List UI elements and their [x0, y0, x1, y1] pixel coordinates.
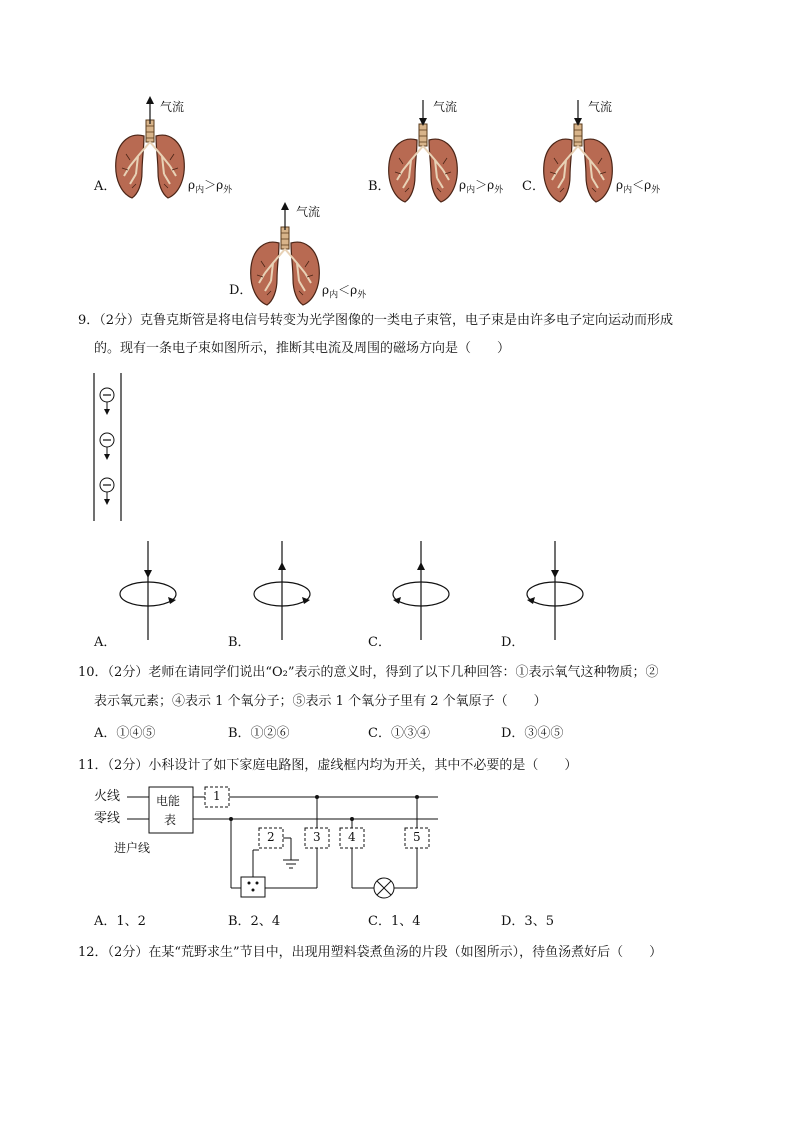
lamp-icon: [374, 878, 394, 898]
q9-option-b[interactable]: B．: [228, 635, 251, 650]
airflow-label-d: 气流: [296, 205, 321, 219]
q9-stem-line2: 的。现有一条电子束如图所示，推断其电流及周围的磁场方向是（ ）: [94, 341, 511, 356]
q8-rho-b: $\rho_内>\rho_外$: [459, 178, 504, 196]
q8-option-c[interactable]: C．: [522, 179, 545, 194]
q10-option-a[interactable]: A．①④⑤: [94, 726, 156, 741]
q11-stem-line1: 11．（2分）小科设计了如下家庭电路图，虚线框内均为开关，其中不必要的是（ ）: [78, 758, 578, 773]
q8-rho-c: $\rho_内<\rho_外$: [616, 178, 661, 196]
q8-rho-a: $\rho_内>\rho_外$: [188, 178, 233, 196]
q10-option-d[interactable]: D．③④⑤: [501, 726, 564, 741]
airflow-label-b: 气流: [433, 100, 458, 114]
q8-option-d[interactable]: D．: [229, 283, 253, 298]
q9-option-c[interactable]: C．: [368, 635, 391, 650]
q10-stem-line1: 10．（2分）老师在请同学们说出“O₂”表示的意义时，得到了以下几种回答：①表示氧气这种物质；②: [78, 665, 659, 680]
switch-4-label: 4: [348, 830, 356, 844]
live-wire-label: 火线: [94, 789, 121, 804]
incoming-line-label: 进户线: [114, 841, 151, 855]
q8-rho-d: $\rho_内<\rho_外$: [322, 283, 367, 301]
q9-stem-line1: 9．（2分）克鲁克斯管是将电信号转变为光学图像的一类电子束管，电子束是由许多电子定向运动而形成: [78, 313, 674, 328]
switch-2-label: 2: [267, 830, 275, 844]
switch-3-label: 3: [313, 830, 321, 844]
q10-stem-line2: 表示氧元素；④表示 1 个氧分子；⑤表示 1 个氧分子里有 2 个氧原子（ ）: [94, 694, 547, 709]
q11-option-d[interactable]: D．3、5: [501, 914, 554, 929]
meter-label-line1: 电能: [156, 794, 181, 808]
q11-option-b[interactable]: B．2、4: [228, 914, 281, 929]
q9-option-a[interactable]: A．: [94, 635, 117, 650]
q12-stem-line1: 12．（2分）在某“荒野求生”节目中，出现用塑料袋煮鱼汤的片段（如图所示），待鱼汤煮好后（ ）: [78, 945, 663, 960]
airflow-label-a: 气流: [160, 100, 185, 114]
q11-option-a[interactable]: A．1、2: [94, 914, 146, 929]
switch-5-label: 5: [413, 830, 421, 844]
q10-option-b[interactable]: B．①②⑥: [228, 726, 290, 741]
airflow-label-c: 气流: [588, 100, 613, 114]
neutral-wire-label: 零线: [94, 811, 121, 826]
q10-option-c[interactable]: C．①③④: [368, 726, 430, 741]
q8-option-b[interactable]: B．: [368, 179, 391, 194]
meter-label-line2: 表: [164, 813, 177, 827]
q8-option-a[interactable]: A．: [94, 179, 117, 194]
q11-option-c[interactable]: C．1、4: [368, 914, 421, 929]
q9-option-d[interactable]: D．: [501, 635, 525, 650]
switch-1-label: 1: [213, 789, 221, 803]
socket-icon: [241, 877, 265, 897]
